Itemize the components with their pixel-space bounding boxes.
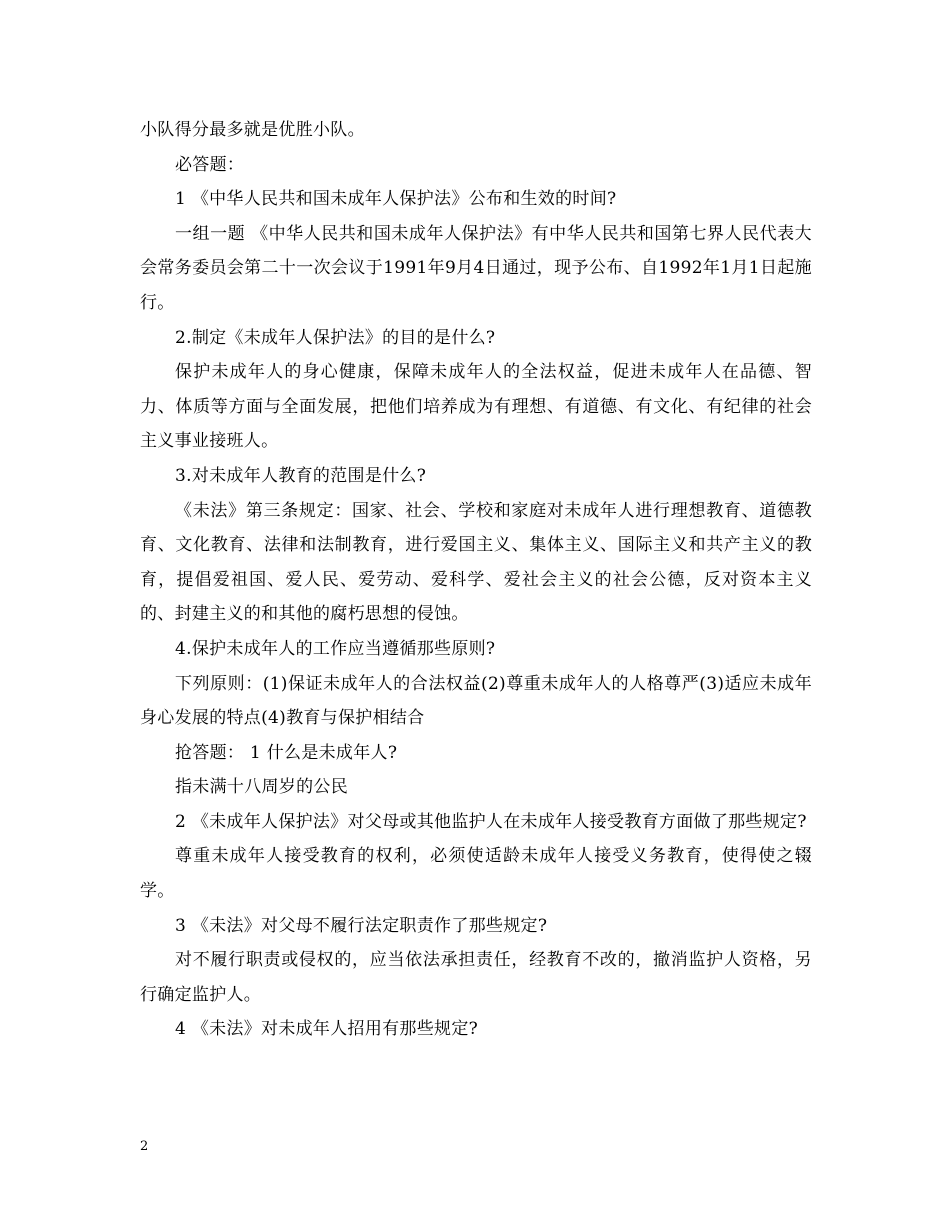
- answer: 指未满十八周岁的公民: [175, 777, 348, 798]
- page-number: 2: [140, 1139, 149, 1154]
- question: 3.对未成年人教育的范围是什么?: [175, 465, 427, 486]
- answer: 《未法》第三条规定：国家、社会、学校和家庭对未成年人进行理想教育、道德教育、文化教育、法律和法制教育，进行爱国主义、集体主义、国际主义和共产主义的教育，提倡爱祖国、爱人民、爱劳动、爱科学、爱社会主义的社会公德，反对资本主义的、封建主义的和其他的腐朽思想的侵蚀。: [140, 500, 812, 625]
- question: 1 《中华人民共和国未成年人保护法》公布和生效的时间?: [175, 189, 617, 210]
- answer: 尊重未成年人接受教育的权利，必须使适龄未成年人接受义务教育，使得使之辍学。: [140, 846, 812, 902]
- answer: 对不履行职责或侵权的，应当依法承担责任，经教育不改的，撤消监护人资格，另行确定监护人。: [140, 950, 812, 1005]
- answer: 下列原则：(1)保证未成年人的合法权益(2)尊重未成年人的人格尊严(3)适应未成年身心发展的特点(4)教育与保护相结合: [140, 673, 812, 729]
- answer: 一组一题 《中华人民共和国未成年人保护法》有中华人民共和国第七界人民代表大会常务委员会第二十一次会议于1991年9月4日通过，现予公布、自1992年1月1日起施行。: [140, 223, 812, 313]
- section-heading-quick-answer: 抢答题： 1 什么是未成年人?: [175, 742, 398, 763]
- question: 2 《未成年人保护法》对父母或其他监护人在未成年人接受教育方面做了那些规定?: [175, 811, 807, 832]
- answer: 保护未成年人的身心健康，保障未成年人的全法权益，促进未成年人在品德、智力、体质等方面与全面发展，把他们培养成为有理想、有道德、有文化、有纪律的社会主义事业接班人。: [140, 362, 812, 452]
- paragraph: 小队得分最多就是优胜小队。: [140, 120, 365, 140]
- question: 4 《未法》对未成年人招用有那些规定?: [175, 1019, 479, 1040]
- question: 4.保护未成年人的工作应当遵循那些原则?: [175, 638, 496, 659]
- question: 2.制定《未成年人保护法》的目的是什么?: [175, 327, 496, 348]
- document-body: [140, 113, 812, 1047]
- question: 3 《未法》对父母不履行法定职责作了那些规定?: [175, 915, 548, 936]
- section-heading-required-questions: 必答题：: [175, 154, 245, 175]
